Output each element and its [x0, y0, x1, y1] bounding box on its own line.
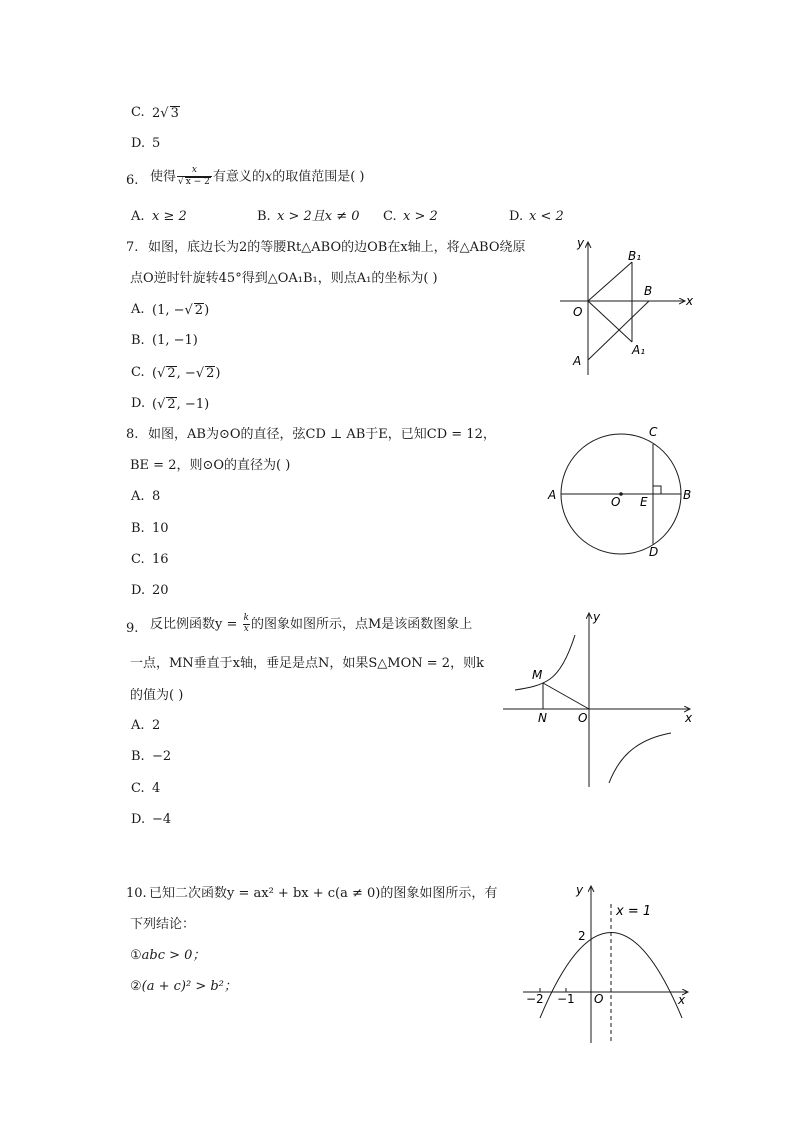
q9-figure — [498, 605, 698, 790]
label-O: O — [573, 305, 583, 319]
segment-O-A1 — [588, 301, 632, 342]
label-C: C — [649, 425, 658, 439]
label-B: B — [644, 284, 653, 298]
label-O: O — [578, 711, 588, 725]
label-D: D — [649, 545, 659, 559]
q10-figure — [518, 878, 698, 1048]
label-A1: A₁ — [632, 343, 646, 357]
segment-O-B1 — [588, 262, 632, 301]
label-x: x — [685, 711, 693, 725]
segment-MO — [543, 683, 589, 709]
question-stem-line-2: BE = 2，则⊙O的直径为( ) — [130, 458, 291, 473]
question-stem: 使得 $\frac{x}{√ x - 2}$ 有意义的x的取值范围是( ) — [150, 165, 365, 187]
curve-second-quadrant — [515, 635, 575, 690]
label-A: A — [548, 488, 557, 502]
label-symmetry: x = 1 — [616, 904, 652, 919]
label-N: N — [538, 711, 547, 725]
label-x: x — [678, 993, 686, 1007]
question-stem-line-2: 下列结论： — [130, 917, 196, 932]
conclusion-1: ①abc > 0； — [130, 948, 206, 963]
fraction-k-over-x: $\frac{k}{x}$ — [243, 613, 249, 634]
label-neg1: −1 — [557, 992, 575, 1006]
right-angle-mark — [653, 486, 661, 494]
label-y: y — [576, 883, 584, 897]
label-B1: B₁ — [628, 249, 642, 263]
question-stem-line-2: 点O逆时针旋转45°得到△OA₁B₁，则点A₁的坐标为( ) — [130, 271, 438, 286]
question-stem-line-1: 如图，底边长为2的等腰Rt△ABO的边OB在x轴上，将△ABO绕原 — [148, 240, 526, 255]
label-x: x — [686, 294, 694, 308]
label-2: 2 — [578, 929, 586, 943]
label-neg2: −2 — [526, 992, 544, 1006]
q7-figure — [555, 230, 705, 380]
label-B: B — [683, 488, 692, 502]
label-O: O — [594, 992, 604, 1006]
label-y: y — [593, 610, 601, 624]
conclusion-2: ②(a + c)² > b²； — [130, 979, 237, 994]
label-E: E — [640, 495, 648, 509]
label-y: y — [577, 236, 585, 250]
question-stem-line-2: 一点，MN垂直于x轴，垂足是点N，如果S△MON = 2，则k — [130, 656, 484, 671]
question-stem-line-3: 的值为( ) — [130, 688, 184, 703]
question-stem-line-1: 反比例函数y = $\frac{k}{x}$ 的图象如图所示，点M是该函数图象上 — [150, 613, 473, 634]
question-stem-line-1: 已知二次函数y = ax² + bx + c(a ≠ 0)的图象如图所示，有 — [149, 886, 498, 901]
question-stem-line-1: 如图，AB为⊙O的直径，弦CD ⊥ AB于E，已知CD = 12， — [148, 427, 496, 442]
q8-figure — [540, 420, 700, 570]
fraction: $\frac{x}{√ x - 2}$ — [178, 165, 210, 187]
label-O: O — [611, 495, 621, 509]
question-number: 6. — [126, 173, 139, 188]
curve-fourth-quadrant — [609, 733, 671, 783]
label-M: M — [532, 668, 543, 682]
label-A: A — [573, 354, 582, 368]
